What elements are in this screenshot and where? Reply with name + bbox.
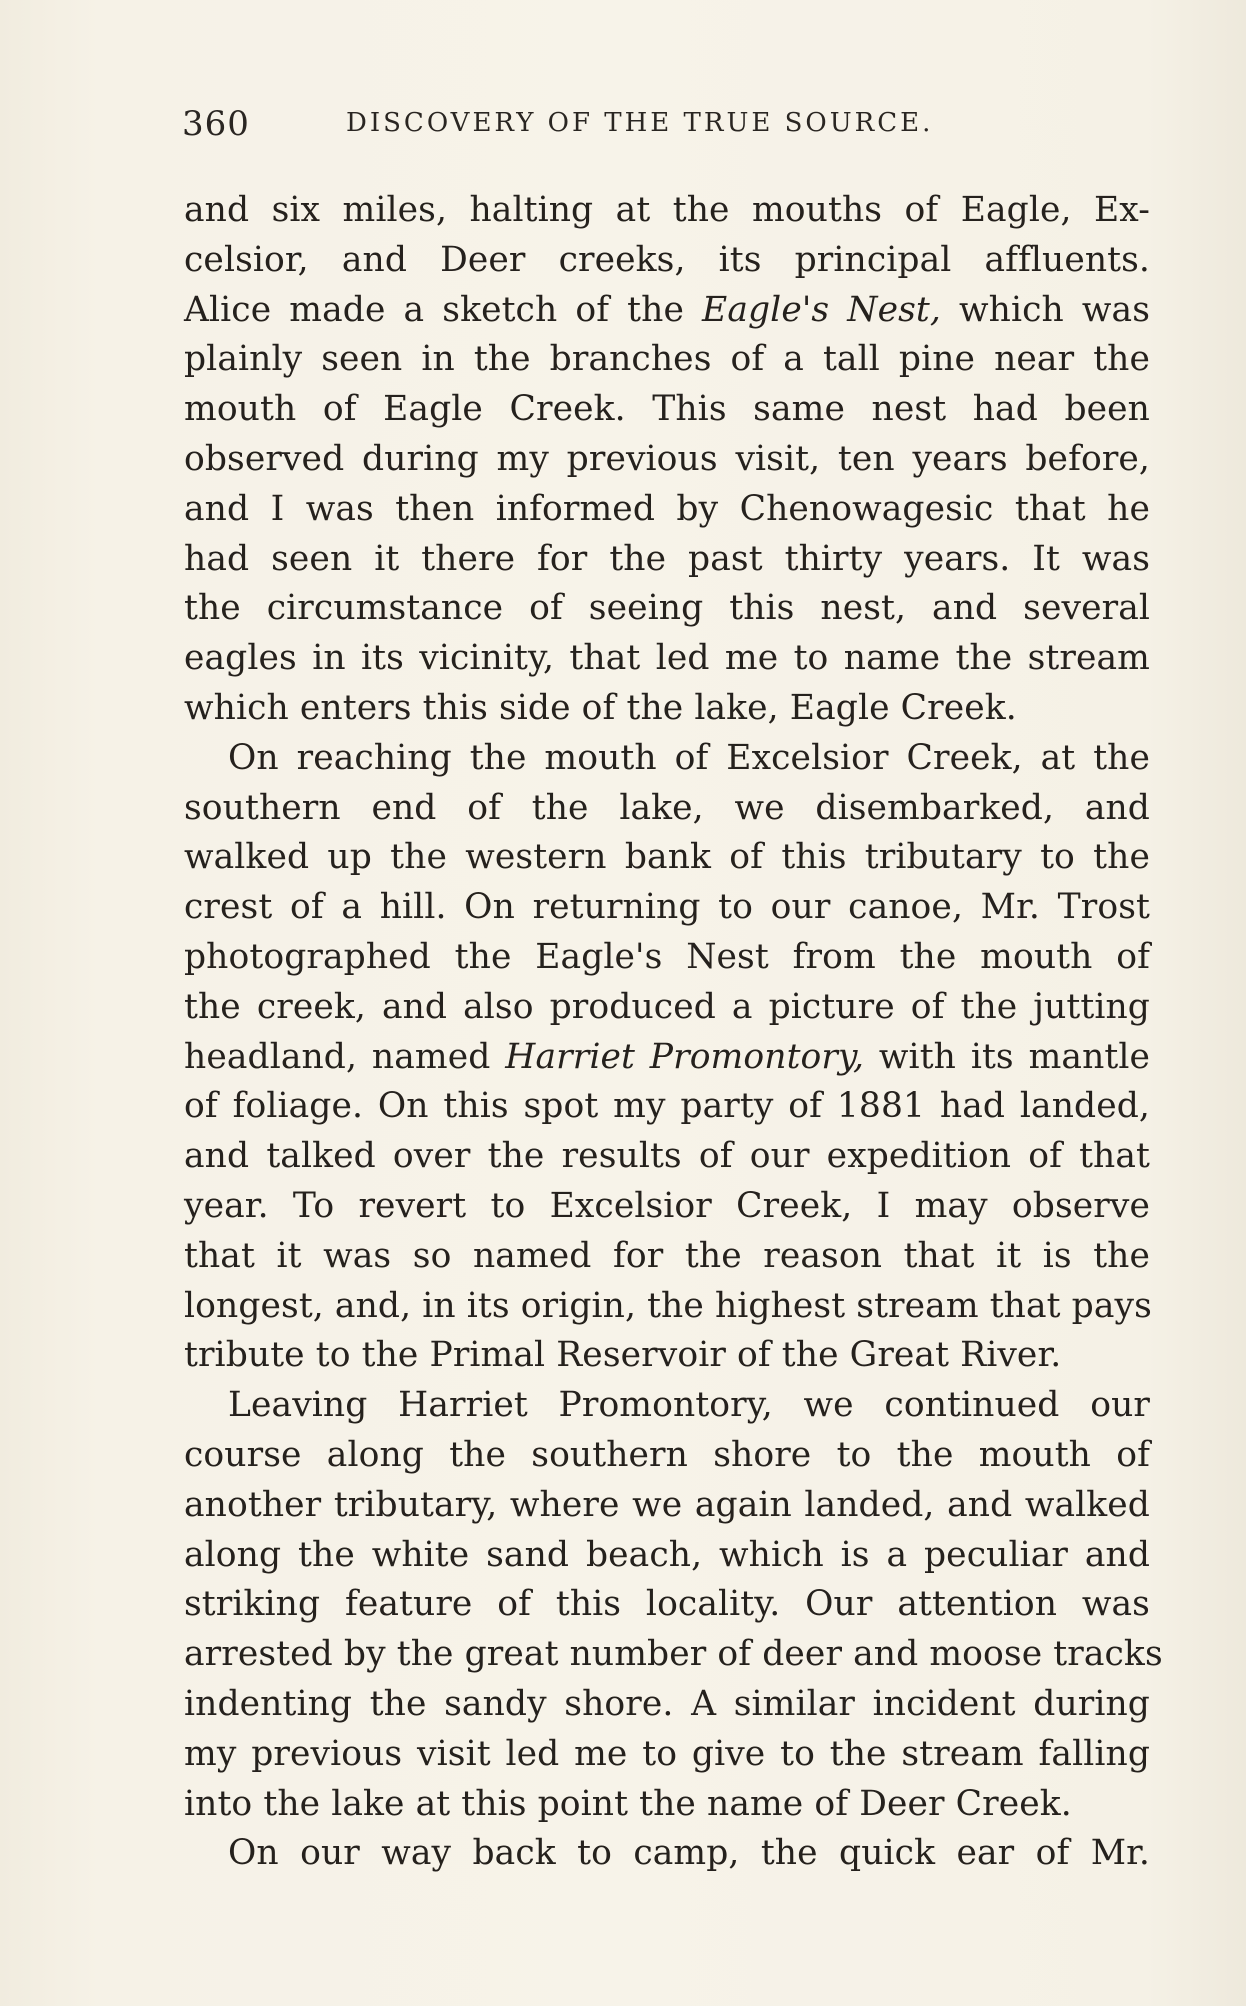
text-line: crest of a hill. On returning to our canoe, Mr. Trost [184,887,1150,928]
text-line: of foliage. On this spot my party of 1881 had landed, [184,1086,1150,1127]
text-line: On our way back to camp, the quick ear of Mr. [228,1833,1150,1874]
text-line: and six miles, halting at the mouths of Eagle, Ex- [184,190,1150,230]
text-line: mouth of Eagle Creek. This same nest had been [184,389,1150,430]
text-line: On reaching the mouth of Excelsior Creek, at the [228,737,1150,778]
text-line: observed during my previous visit, ten years before, [184,438,1150,479]
text-line: walked up the western bank of this tributary to the [184,837,1150,878]
text-line: celsior, and Deer creeks, its principal affluents. [184,239,1150,280]
italic-phrase: Harriet Promontory, [505,1036,865,1077]
paragraph [184,186,1150,734]
text-line: Leaving Harriet Promontory, we continued our [228,1385,1150,1426]
text-line: eagles in its vicinity, that led me to name the stream [184,638,1150,679]
text-line: Alice made a sketch of the Eagle's Nest, which was [184,289,1150,330]
text-line: headland, named Harriet Promontory, with its mantle [184,1036,1150,1077]
text-line: had seen it there for the past thirty years. It was [184,538,1150,579]
italic-phrase: Eagle's Nest, [702,289,941,330]
text-line: arrested by the great number of deer and moose tracks [184,1634,1163,1675]
text-line: photographed the Eagle's Nest from the mouth of [184,936,1150,977]
text-line: my previous visit led me to give to the stream falling [184,1733,1150,1774]
text-line: another tributary, where we again landed, and walked [184,1484,1150,1525]
text-line: which enters this side of the lake, Eagle Creek. [184,687,1017,728]
text-line: along the white sand beach, which is a peculiar and [184,1534,1150,1575]
paragraph [184,1829,1150,1879]
text-line: southern end of the lake, we disembarked, and [184,787,1150,828]
page-number: 360 [182,104,250,144]
paragraph [184,1381,1163,1829]
text-line: indenting the sandy shore. A similar incident during [184,1683,1150,1724]
paragraph [184,734,1150,1381]
text-line: and talked over the results of our expedition of that [184,1136,1150,1177]
text-line: the creek, and also produced a picture of the jutting [184,986,1150,1027]
text-line: that it was so named for the reason that it is the [184,1235,1150,1276]
running-head [182,104,1142,148]
text-line: year. To revert to Excelsior Creek, I may observe [184,1185,1150,1226]
text-line: into the lake at this point the name of Deer Creek. [184,1783,1072,1824]
body-text [184,186,1163,1879]
text-line: longest, and, in its origin, the highest stream that pays [184,1285,1152,1326]
text-line: striking feature of this locality. Our attention was [184,1584,1150,1625]
text-line: plainly seen in the branches of a tall pine near the [184,339,1150,380]
text-line: tribute to the Primal Reservoir of the Great River. [184,1335,1062,1376]
text-line: the circumstance of seeing this nest, and several [184,588,1150,629]
text-line: and I was then informed by Chenowagesic that he [184,488,1150,529]
running-title: DISCOVERY OF THE TRUE SOURCE. [346,108,934,138]
text-line: course along the southern shore to the mouth of [184,1434,1150,1475]
